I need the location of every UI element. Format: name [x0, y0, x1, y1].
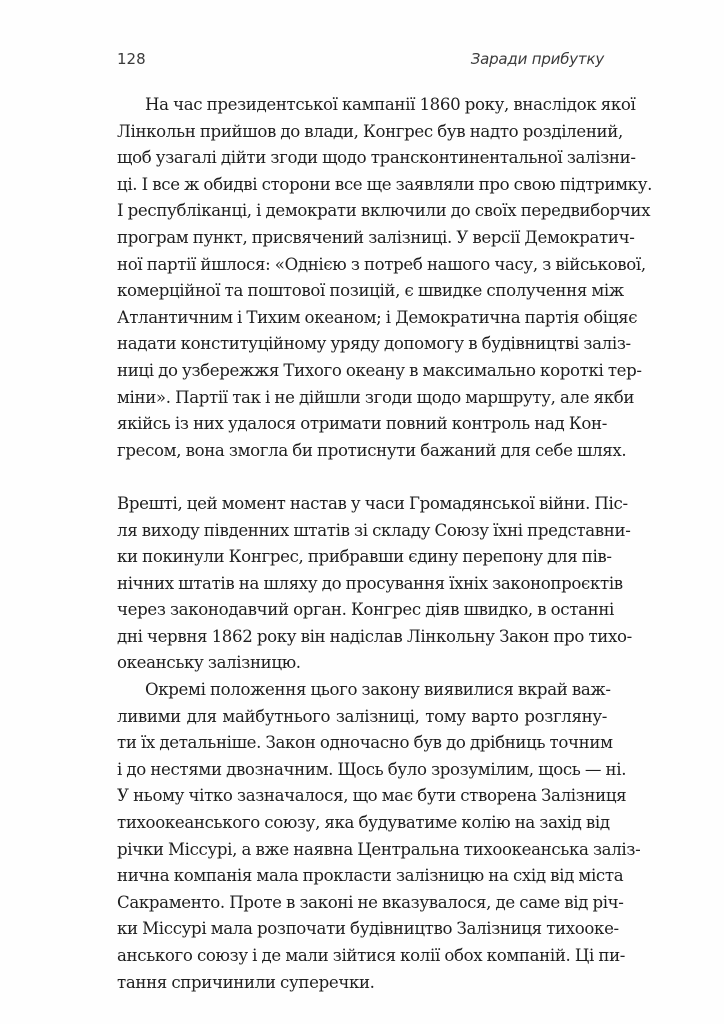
text-line: ки Міссурі мала розпочати будівництво Залізниця тихооке-: [117, 919, 619, 939]
text-line: ти їх детальніше. Закон одночасно був до дрібниць точним: [117, 733, 613, 753]
text-line: комерційної та поштової позицій, є швидке сполучення між: [117, 281, 624, 301]
text-line: нічних штатів на шляху до просування їхніх законопроєктів: [117, 573, 623, 593]
text-line: У ньому чітко зазначалося, що має бути створена Залізниця: [117, 786, 627, 806]
text-line: ці. І все ж обидві сторони все ще заявляли про свою підтримку.: [117, 174, 653, 194]
text-line: через законодавчий орган. Конгрес діяв швидко, в останні: [117, 600, 615, 620]
paragraph-1: [117, 92, 653, 464]
page-number: 128: [117, 50, 146, 68]
text-line: ливими для майбутнього залізниці, тому варто розгляну-: [117, 706, 607, 726]
text-line: ної партії йшлося: «Однією з потреб нашого часу, з військової,: [117, 254, 646, 274]
text-line: анського союзу і де мали зійтися колії обох компаній. Ці пи-: [117, 946, 626, 965]
text-line: І республіканці, і демократи включили до своїх передвиборчих: [117, 201, 651, 221]
text-line: тання спричинили суперечки.: [117, 972, 375, 992]
text-line: ля виходу південних штатів зі складу Союзу їхні представни-: [117, 520, 631, 540]
text-line: На час президентської кампанії 1860 року, внаслідок якої: [145, 95, 636, 114]
body-text: [117, 92, 653, 996]
paragraph-2: [117, 491, 632, 677]
text-line: нична компанія мала прокласти залізницю на схід від міста: [117, 866, 624, 886]
text-line: міни». Партії так і не дійшли згоди щодо маршруту, але якби: [117, 387, 635, 407]
text-line: ки покинули Конгрес, прибравши єдину перепону для пів-: [117, 547, 612, 567]
text-line: програм пункт, присвячений залізниці. У версії Демократич-: [117, 227, 635, 247]
text-line: річки Міссурі, а вже наявна Центральна тихоокеанська заліз-: [117, 839, 641, 859]
text-line: дні червня 1862 року він надіслав Лінкольну Закон про тихо-: [117, 626, 632, 646]
text-line: океанську залізницю.: [117, 653, 301, 673]
text-line: Лінкольн прийшов до влади, Конгрес був надто розділений,: [117, 121, 623, 141]
text-line: і до нестями двозначним. Щось було зрозумілим, щось — ні.: [117, 759, 627, 779]
text-line: Врешті, цей момент настав у часи Громадянської війни. Піс-: [117, 493, 628, 513]
chapter-title: Заради прибутку: [470, 50, 604, 68]
text-line: Окремі положення цього закону виявилися вкрай важ-: [145, 680, 611, 700]
text-line: гресом, вона змогла би протиснути бажаний для себе шлях.: [117, 440, 627, 460]
text-line: ниці до узбережжя Тихого океану в максимально короткі тер-: [117, 360, 642, 380]
text-line: Сакраменто. Проте в законі не вказувалося, де саме від річ-: [117, 892, 624, 912]
running-header: [117, 50, 604, 74]
text-line: надати конституційному уряду допомогу в будівництві заліз-: [117, 334, 631, 354]
text-line: щоб узагалі дійти згоди щодо трансконтинентальної залізни-: [117, 148, 636, 168]
text-line: Атлантичним і Тихим океаном; і Демократична партія обіцяє: [117, 307, 638, 327]
text-line: тихоокеанського союзу, яка будуватиме колію на захід від: [117, 813, 610, 833]
paragraph-spacer: [117, 464, 607, 491]
text-line: якійсь із них удалося отримати повний контроль над Кон-: [117, 414, 607, 434]
paragraph-3: [117, 677, 641, 996]
